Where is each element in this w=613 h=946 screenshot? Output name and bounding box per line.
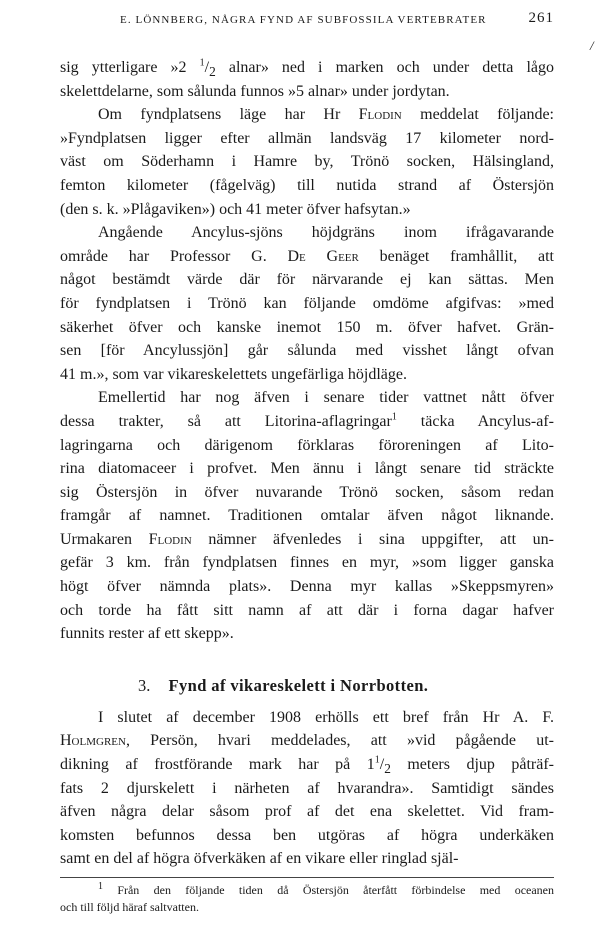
text-run: 41 m.», som var vikareskelettets ungefärliga höjdläge. xyxy=(60,365,408,383)
paragraphs-before-heading xyxy=(60,56,554,646)
superscript: 1 xyxy=(98,881,103,892)
text-run: Holmgren xyxy=(60,732,126,750)
footnote-line xyxy=(60,882,554,899)
text-run: framgår af namnet. Traditionen omtalar äfven något liknande. xyxy=(60,507,554,525)
text-run: för fyndplatsen i Trönö kan följande omdöme afgifvas: »med xyxy=(60,294,554,312)
text-line xyxy=(60,777,554,801)
paragraph xyxy=(60,56,554,103)
text-run: äfven några delar såsom prof af det ena skelettet. Vid fram- xyxy=(60,803,554,821)
text-run: (den s. k. »Plågaviken») och 41 meter öfver hafsytan.» xyxy=(60,200,411,218)
margin-mark: / xyxy=(590,38,594,53)
text-line xyxy=(60,56,554,80)
text-line xyxy=(60,599,554,623)
text-run: alnar» ned i marken och under detta lågo xyxy=(215,59,555,76)
text-run: Emellertid har nog äfven i senare tider vattnet nått öfver xyxy=(98,389,554,407)
text-run: De Geer xyxy=(287,247,359,265)
text-run: rina diatomaceer i profvet. Men ännu i långt senare tid sträckte xyxy=(60,460,554,478)
text-line xyxy=(60,528,554,552)
paragraph xyxy=(60,706,554,871)
text-line xyxy=(60,410,554,434)
subscript: 2 xyxy=(384,761,391,777)
footnote xyxy=(60,882,554,916)
text-line xyxy=(60,316,554,340)
text-run: meters djup påträf- xyxy=(390,756,554,774)
body-text xyxy=(60,56,554,916)
page-number: 261 xyxy=(528,10,554,26)
text-line xyxy=(60,575,554,599)
text-run: meddelat följande: xyxy=(401,106,554,124)
text-run: fats 2 djurskelett i närheten af hvarandra». Samtidigt sändes xyxy=(60,779,554,797)
text-run: Angående Ancylus-sjöns höjdgräns inom ifrågavarande xyxy=(98,224,554,242)
running-head-title: E. LÖNNBERG, NÅGRA FYND AF SUBFOSSILA VERTEBRATER xyxy=(120,14,487,26)
text-line xyxy=(60,363,554,387)
text-line xyxy=(60,753,554,777)
text-run: / xyxy=(204,59,210,76)
text-line xyxy=(60,127,554,151)
text-run: Urmakaren xyxy=(60,530,149,548)
text-run: lagringarna och därigenom förklaras föroreningen af Lito- xyxy=(60,436,554,454)
section-heading xyxy=(60,666,554,706)
text-line xyxy=(60,268,554,292)
superscript: 1 xyxy=(199,57,205,69)
superscript: 1 xyxy=(374,754,380,766)
text-line xyxy=(60,221,554,245)
text-run: sig ytterligare »2 xyxy=(60,59,200,76)
text-run: Flodin xyxy=(358,106,402,124)
text-run: dikning af frostförande mark har på 1 xyxy=(60,756,375,774)
text-run: Från den följande tiden då Östersjön återfått förbindelse med oceanen xyxy=(103,883,554,897)
text-line xyxy=(60,80,554,104)
text-line xyxy=(60,824,554,848)
text-run: , Persön, hvari meddelades, att »vid pågående ut- xyxy=(125,732,554,750)
text-run: och torde ha fått sitt namn af att där i forna dagar hafver xyxy=(60,601,554,619)
text-line xyxy=(60,198,554,222)
text-run: högt öfver nämnda plats». Denna myr kallas »Skeppsmyren» xyxy=(60,578,554,596)
footnote-rule xyxy=(60,877,554,878)
text-run: femton kilometer (fågelväg) till nutida strand af Östersjön xyxy=(60,176,554,194)
text-run: gefär 3 km. från fyndplatsen finnes en myr, »som ligger ganska xyxy=(60,554,554,572)
text-line xyxy=(60,174,554,198)
text-run: täcka Ancylus-af- xyxy=(396,412,554,430)
text-run: komsten befunnos dessa ben utgöras af högra underkäken xyxy=(60,826,554,844)
text-run: säkerhet öfver och kanske inemot 150 m. öfver hafvet. Grän- xyxy=(60,318,554,336)
paragraph xyxy=(60,221,554,386)
text-run: samt en del af högra öfverkäken af en vikare eller ringlad själ- xyxy=(60,850,459,868)
text-run: benäget framhållit, att xyxy=(358,247,554,265)
text-line xyxy=(60,245,554,269)
section-title: Fynd af vikareskelett i Norrbotten. xyxy=(168,675,429,695)
text-line xyxy=(60,386,554,410)
text-run: och till följd häraf saltvatten. xyxy=(60,900,199,914)
text-run: funnits rester af ett skepp». xyxy=(60,625,234,643)
text-run: I slutet af december 1908 erhölls ett bref från Hr A. F. xyxy=(98,708,554,726)
text-line xyxy=(60,800,554,824)
text-line xyxy=(60,150,554,174)
text-run: »Fyndplatsen ligger efter allmän landsväg 17 kilometer nord- xyxy=(60,129,554,147)
paragraphs-after-heading xyxy=(60,706,554,871)
text-run: sig Östersjön in öfver nuvarande Trönö socken, såsom redan xyxy=(60,483,554,501)
text-line xyxy=(60,457,554,481)
text-line xyxy=(60,622,554,646)
text-line xyxy=(60,551,554,575)
text-run: / xyxy=(379,756,385,774)
subscript: 2 xyxy=(209,64,216,80)
text-line xyxy=(60,481,554,505)
running-head xyxy=(60,10,554,32)
superscript: 1 xyxy=(391,411,397,423)
section-number: 3. xyxy=(138,675,151,695)
text-run: Om fyndplatsens läge har Hr xyxy=(98,106,359,124)
paragraph xyxy=(60,103,554,221)
text-line xyxy=(60,292,554,316)
text-line xyxy=(60,339,554,363)
paragraph xyxy=(60,386,554,646)
text-line xyxy=(60,103,554,127)
text-line xyxy=(60,434,554,458)
text-line xyxy=(60,729,554,753)
text-run: nämner äfvenledes i sina uppgifter, att un- xyxy=(191,530,554,548)
text-run: dessa trakter, så att Litorina-aflagringar xyxy=(60,412,392,430)
text-run: väst om Söderhamn i Hamre by, Trönö socken, Hälsingland, xyxy=(60,153,554,171)
text-line xyxy=(60,706,554,730)
footnote-line xyxy=(60,899,554,916)
text-line xyxy=(60,847,554,871)
text-run: Flodin xyxy=(148,530,192,548)
text-run: något bestämdt värde där för närvarande ej kan sättas. Men xyxy=(60,271,554,289)
text-run: sen [för Ancylussjön] går sålunda med visshet långt ofvan xyxy=(60,342,554,360)
text-run: skelettdelarne, som sålunda funnos »5 alnar» under jordytan. xyxy=(60,82,450,100)
text-run: område har Professor G. xyxy=(60,247,288,265)
text-line xyxy=(60,504,554,528)
